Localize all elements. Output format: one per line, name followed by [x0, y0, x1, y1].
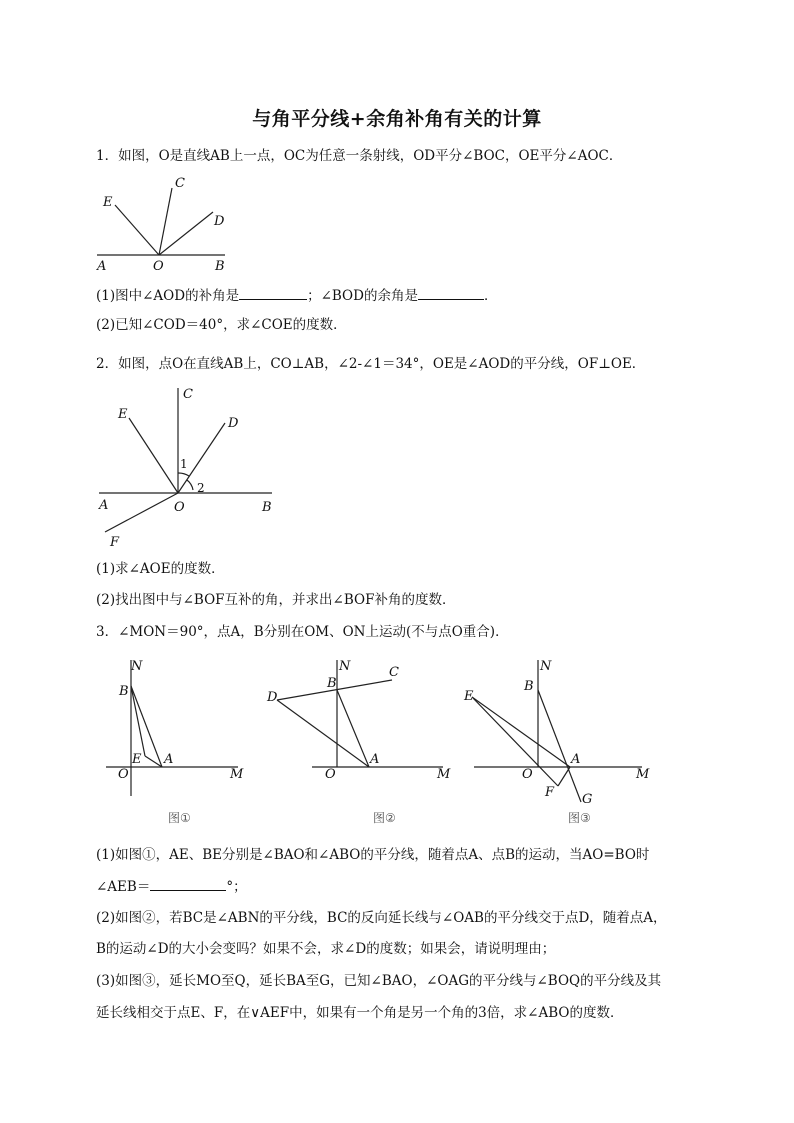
fig1-label-n: N — [131, 659, 143, 674]
q2-label-e: E — [118, 407, 128, 422]
fig1-label-a: A — [164, 752, 174, 767]
angle-2-arc — [187, 480, 193, 490]
q3-part1-line1: (1)如图①，AE、BE分别是∠BAO和∠ABO的平分线，随着点A、点B的运动，当AO=BO时 — [96, 847, 650, 863]
q3-part1-text-c: °； — [226, 879, 247, 895]
fig2-label-b: B — [327, 676, 337, 691]
q1-part1-text-c: ． — [483, 288, 498, 304]
q1-answer-blank-2[interactable] — [418, 285, 484, 300]
q3-figure-1 — [100, 656, 250, 826]
q2-label-a: A — [99, 498, 109, 513]
q2-label-angle2: 2 — [197, 481, 205, 495]
fig3-label-f: F — [545, 785, 555, 800]
ray-of — [105, 493, 178, 532]
q1-label-d: D — [214, 214, 225, 229]
q3-stem: 3．∠MON＝90°，点A，B分别在OM、ON上运动(不与点O重合)． — [96, 624, 509, 640]
ray-oc — [159, 188, 172, 255]
page-title: 与角平分线+余角补角有关的计算 — [252, 108, 542, 130]
q3-part1-text-b: ∠AEB＝ — [96, 879, 151, 895]
q3-answer-blank[interactable] — [150, 876, 226, 891]
segment-ef — [472, 697, 558, 786]
q1-answer-blank-1[interactable] — [239, 285, 307, 300]
q1-part2: (2)已知∠COD＝40°，求∠COE的度数． — [96, 317, 347, 333]
fig3-label-g: G — [582, 792, 593, 807]
q3-part2-line2: B的运动∠D的大小会变吗？如果不会，求∠D的度数；如果会，请说明理由； — [96, 941, 556, 957]
fig2-label-c: C — [389, 665, 399, 680]
q2-label-b: B — [262, 500, 272, 515]
fig2-label-n: N — [339, 659, 351, 674]
q1-part1 — [96, 285, 497, 306]
fig3-label-b: B — [524, 679, 534, 694]
fig2-label-m: M — [437, 767, 451, 782]
fig3-caption: 图③ — [568, 811, 591, 825]
q1-label-e: E — [103, 195, 113, 210]
q1-label-a: A — [97, 259, 107, 274]
q2-figure — [97, 386, 282, 551]
q2-part1: (1)求∠AOE的度数． — [96, 561, 225, 577]
q1-part1-text-b: ；∠BOD的余角是 — [307, 288, 418, 304]
q1-stem: 1．如图，O是直线AB上一点，OC为任意一条射线，OD平分∠BOC，OE平分∠AOC． — [96, 148, 623, 164]
q3-part3-line2: 延长线相交于点E、F，在∨AEF中，如果有一个角是另一个角的3倍，求∠ABO的度数． — [96, 1005, 624, 1021]
fig1-label-e: E — [132, 752, 142, 767]
q3-part2-line1: (2)如图②，若BC是∠ABN的平分线，BC的反向延长线与∠OAB的平分线交于点D，随着点A， — [96, 910, 667, 926]
fig3-label-m: M — [636, 767, 650, 782]
q1-label-b: B — [215, 259, 225, 274]
segment-be — [131, 686, 145, 756]
q2-label-angle1: 1 — [180, 457, 188, 471]
ray-oe — [129, 418, 178, 493]
fig1-label-o: O — [118, 767, 129, 782]
q2-part2: (2)找出图中与∠BOF互补的角，并求出∠BOF补角的度数． — [96, 592, 456, 608]
q2-label-d: D — [228, 416, 239, 431]
angle-1-arc — [178, 473, 189, 476]
fig2-label-d: D — [267, 690, 278, 705]
fig3-label-n: N — [540, 659, 552, 674]
fig3-label-o: O — [522, 767, 533, 782]
fig2-label-o: O — [325, 767, 336, 782]
fig1-label-b: B — [119, 684, 129, 699]
fig3-label-e: E — [464, 689, 474, 704]
q2-stem: 2．如图，点O在直线AB上，CO⊥AB，∠2-∠1＝34°，OE是∠AOD的平分线，OF⊥OE． — [96, 356, 646, 372]
q3-figure-3 — [460, 656, 660, 826]
fig1-label-m: M — [230, 767, 244, 782]
q3-part3-line1: (3)如图③，延长MO至Q，延长BA至G，已知∠BAO，∠OAG的平分线与∠BOQ的平分线及其 — [96, 973, 662, 989]
fig2-label-a: A — [370, 752, 380, 767]
q3-part1-line2 — [96, 876, 247, 897]
segment-ea — [472, 697, 570, 767]
q2-label-f: F — [110, 535, 120, 550]
q1-part1-text-a: (1)图中∠AOD的补角是 — [96, 288, 240, 304]
fig3-label-a: A — [571, 752, 581, 767]
fig1-caption: 图① — [168, 811, 191, 825]
q1-figure — [95, 172, 235, 276]
q1-label-o: O — [153, 259, 164, 274]
q1-label-c: C — [175, 176, 185, 191]
q2-label-o: O — [174, 500, 185, 515]
ray-oe — [115, 205, 159, 255]
fig2-caption: 图② — [373, 811, 396, 825]
q3-figure-2 — [265, 656, 455, 826]
q2-label-c: C — [183, 387, 193, 402]
ray-od — [159, 212, 213, 255]
segment-fa — [558, 767, 570, 786]
